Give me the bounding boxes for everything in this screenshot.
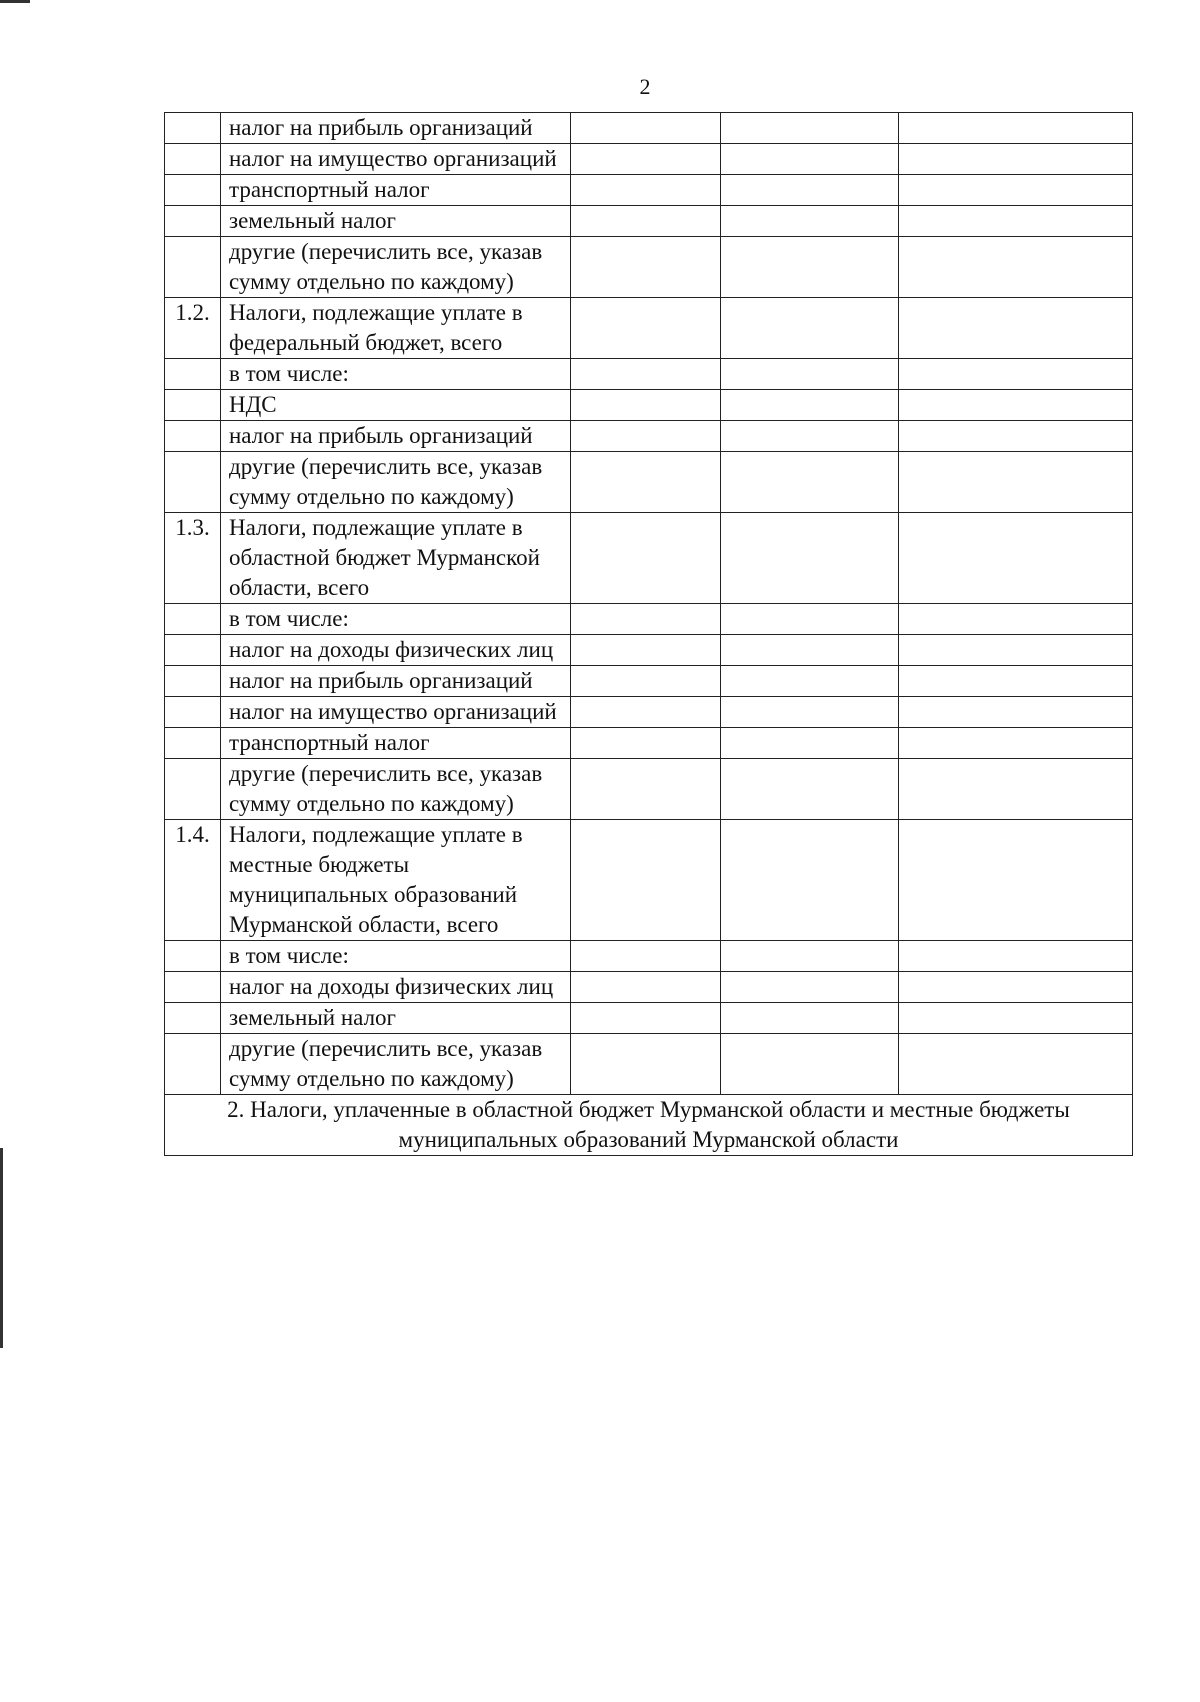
value-cell[interactable]	[721, 697, 899, 728]
value-cell[interactable]	[721, 604, 899, 635]
row-number-cell	[165, 635, 221, 666]
row-number-cell: 1.2.	[165, 298, 221, 359]
row-label-cell: другие (перечислить все, указав сумму отдельно по каждому)	[221, 1034, 571, 1095]
value-cell[interactable]	[721, 1003, 899, 1034]
value-cell[interactable]	[571, 144, 721, 175]
value-cell[interactable]	[721, 359, 899, 390]
value-cell[interactable]	[899, 972, 1133, 1003]
value-cell[interactable]	[721, 666, 899, 697]
table-row	[165, 421, 1133, 452]
value-cell[interactable]	[899, 1034, 1133, 1095]
row-number-cell	[165, 697, 221, 728]
value-cell[interactable]	[721, 390, 899, 421]
row-number-cell	[165, 728, 221, 759]
row-number-cell	[165, 1003, 221, 1034]
row-number-cell	[165, 452, 221, 513]
row-label-cell: в том числе:	[221, 604, 571, 635]
value-cell[interactable]	[721, 635, 899, 666]
value-cell[interactable]	[571, 175, 721, 206]
value-cell[interactable]	[571, 359, 721, 390]
scan-edge-mark	[0, 1148, 3, 1348]
value-cell[interactable]	[721, 941, 899, 972]
row-label-cell: земельный налог	[221, 1003, 571, 1034]
value-cell[interactable]	[571, 452, 721, 513]
value-cell[interactable]	[571, 697, 721, 728]
value-cell[interactable]	[899, 113, 1133, 144]
table-row	[165, 237, 1133, 298]
value-cell[interactable]	[899, 237, 1133, 298]
table-row	[165, 697, 1133, 728]
row-label-cell: налог на прибыль организаций	[221, 666, 571, 697]
row-number-cell	[165, 206, 221, 237]
table-row	[165, 635, 1133, 666]
row-number-cell	[165, 175, 221, 206]
value-cell[interactable]	[571, 820, 721, 941]
value-cell[interactable]	[571, 759, 721, 820]
value-cell[interactable]	[721, 206, 899, 237]
row-number-cell	[165, 666, 221, 697]
row-label-cell: налог на имущество организаций	[221, 697, 571, 728]
value-cell[interactable]	[571, 113, 721, 144]
row-label-cell: в том числе:	[221, 359, 571, 390]
value-cell[interactable]	[899, 421, 1133, 452]
row-number-cell	[165, 144, 221, 175]
row-label-cell: налог на прибыль организаций	[221, 421, 571, 452]
value-cell[interactable]	[721, 972, 899, 1003]
row-number-cell	[165, 1034, 221, 1095]
table-row	[165, 113, 1133, 144]
value-cell[interactable]	[721, 113, 899, 144]
row-label-cell: Налоги, подлежащие уплате в местные бюджеты муниципальных образований Мурманской области, всего	[221, 820, 571, 941]
tax-table-body	[165, 113, 1133, 1156]
value-cell[interactable]	[899, 1003, 1133, 1034]
value-cell[interactable]	[571, 298, 721, 359]
value-cell[interactable]	[721, 759, 899, 820]
value-cell[interactable]	[899, 635, 1133, 666]
value-cell[interactable]	[899, 359, 1133, 390]
row-label-cell: Налоги, подлежащие уплате в областной бюджет Мурманской области, всего	[221, 513, 571, 604]
row-number-cell	[165, 390, 221, 421]
row-number-cell	[165, 113, 221, 144]
row-label-cell: Налоги, подлежащие уплате в федеральный бюджет, всего	[221, 298, 571, 359]
value-cell[interactable]	[721, 144, 899, 175]
value-cell[interactable]	[571, 513, 721, 604]
value-cell[interactable]	[571, 728, 721, 759]
table-row	[165, 941, 1133, 972]
table-row	[165, 759, 1133, 820]
value-cell[interactable]	[571, 1003, 721, 1034]
value-cell[interactable]	[721, 728, 899, 759]
value-cell[interactable]	[899, 206, 1133, 237]
value-cell[interactable]	[721, 175, 899, 206]
value-cell[interactable]	[899, 820, 1133, 941]
row-label-cell: налог на доходы физических лиц	[221, 972, 571, 1003]
value-cell[interactable]	[721, 820, 899, 941]
row-number-cell	[165, 421, 221, 452]
table-row	[165, 390, 1133, 421]
row-label-cell: налог на имущество организаций	[221, 144, 571, 175]
row-number-cell	[165, 359, 221, 390]
table-row	[165, 175, 1133, 206]
value-cell[interactable]	[721, 421, 899, 452]
value-cell[interactable]	[899, 728, 1133, 759]
value-cell[interactable]	[571, 972, 721, 1003]
section-heading-cell: 2. Налоги, уплаченные в областной бюджет Мурманской области и местные бюджеты муниципальных образований Мурманской области	[165, 1095, 1133, 1156]
table-row	[165, 206, 1133, 237]
value-cell[interactable]	[571, 421, 721, 452]
value-cell[interactable]	[721, 298, 899, 359]
table-row	[165, 452, 1133, 513]
section-heading-row	[165, 1095, 1133, 1156]
value-cell[interactable]	[721, 237, 899, 298]
value-cell[interactable]	[571, 604, 721, 635]
table-row	[165, 728, 1133, 759]
value-cell[interactable]	[899, 390, 1133, 421]
value-cell[interactable]	[571, 390, 721, 421]
value-cell[interactable]	[899, 666, 1133, 697]
value-cell[interactable]	[721, 452, 899, 513]
value-cell[interactable]	[721, 1034, 899, 1095]
table-row	[165, 1034, 1133, 1095]
value-cell[interactable]	[899, 452, 1133, 513]
row-label-cell: налог на прибыль организаций	[221, 113, 571, 144]
value-cell[interactable]	[899, 604, 1133, 635]
row-number-cell	[165, 759, 221, 820]
table-row	[165, 1003, 1133, 1034]
table-row	[165, 513, 1133, 604]
row-label-cell: в том числе:	[221, 941, 571, 972]
value-cell[interactable]	[899, 144, 1133, 175]
row-label-cell: транспортный налог	[221, 175, 571, 206]
value-cell[interactable]	[571, 635, 721, 666]
row-number-cell	[165, 941, 221, 972]
row-label-cell: налог на доходы физических лиц	[221, 635, 571, 666]
row-number-cell	[165, 972, 221, 1003]
value-cell[interactable]	[571, 206, 721, 237]
value-cell[interactable]	[571, 941, 721, 972]
row-label-cell: НДС	[221, 390, 571, 421]
row-number-cell: 1.4.	[165, 820, 221, 941]
table-row	[165, 820, 1133, 941]
table-row	[165, 298, 1133, 359]
value-cell[interactable]	[899, 759, 1133, 820]
value-cell[interactable]	[899, 697, 1133, 728]
row-label-cell: транспортный налог	[221, 728, 571, 759]
table-row	[165, 972, 1133, 1003]
value-cell[interactable]	[899, 941, 1133, 972]
table-row	[165, 604, 1133, 635]
tax-table	[164, 112, 1133, 1156]
table-row	[165, 359, 1133, 390]
value-cell[interactable]	[571, 237, 721, 298]
row-label-cell: земельный налог	[221, 206, 571, 237]
row-label-cell: другие (перечислить все, указав сумму отдельно по каждому)	[221, 237, 571, 298]
value-cell[interactable]	[721, 513, 899, 604]
row-label-cell: другие (перечислить все, указав сумму отдельно по каждому)	[221, 759, 571, 820]
scan-edge-mark	[0, 0, 30, 3]
value-cell[interactable]	[899, 175, 1133, 206]
page-number: 2	[639, 74, 651, 99]
value-cell[interactable]	[571, 666, 721, 697]
table-row	[165, 666, 1133, 697]
row-number-cell	[165, 237, 221, 298]
value-cell[interactable]	[571, 1034, 721, 1095]
row-number-cell: 1.3.	[165, 513, 221, 604]
row-label-cell: другие (перечислить все, указав сумму отдельно по каждому)	[221, 452, 571, 513]
value-cell[interactable]	[899, 298, 1133, 359]
table-row	[165, 144, 1133, 175]
row-number-cell	[165, 604, 221, 635]
value-cell[interactable]	[899, 513, 1133, 604]
